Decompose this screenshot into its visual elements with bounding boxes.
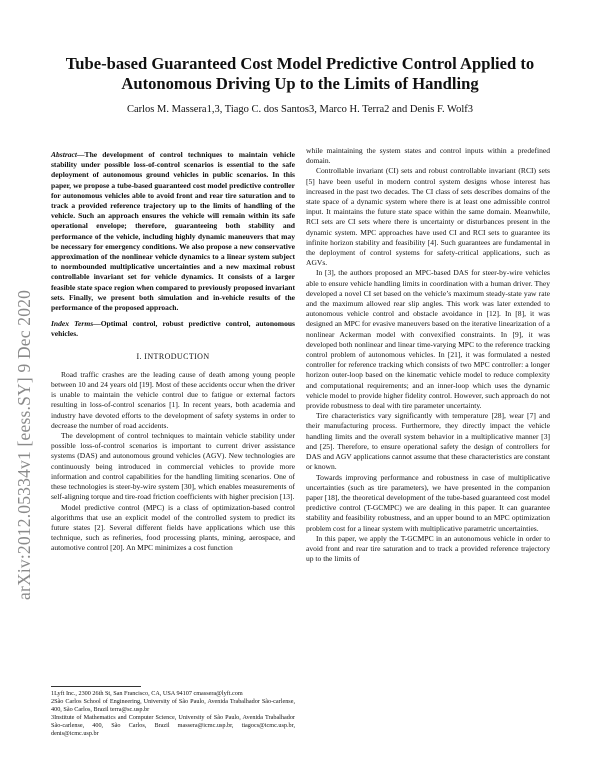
left-column — [51, 150, 295, 554]
paper-title: Tube-based Guaranteed Cost Model Predictive Control Applied to Autonomous Driving Up to the Limits of Handling — [65, 54, 535, 93]
abstract — [51, 150, 295, 313]
footnote-3: 3Institute of Mathematics and Computer Science, University of São Paulo, Avenida Trabalhador São-carlense, 400, São Carlos, Brazil massera@icmc.usp.br, tiagocs@icmc.usp.br, denis@icmc.usp.br — [51, 714, 295, 738]
author-line: Carlos M. Massera1,3, Tiago C. dos Santos3, Marco H. Terra2 and Denis F. Wolf3 — [126, 104, 473, 115]
abstract-text: —The development of control techniques to maintain vehicle stability under possible loss-of-control scenarios is essential to the safe deployment of autonomous ground vehicles in public scenarios. In this paper, we propose a tube-based guaranteed cost model predictive controller for autonomous vehicles able to avoid front and rear tire saturation and to track a provided reference trajectory up to the limits of handling of the vehicle. Such an approach ensures the vehicle will remain within its safe operational envelope; therefore, guaranteeing both stability and performance of the vehicle, including highly dynamic maneuvers that may be necessary for emergency conditions. We also propose a new conservative approximation of the nonlinear vehicle dynamics to a linear system subject to normbounded multiplicative uncertainties and a new maximal robust controllable invariant set for vehicle dynamics. It consists of a larger feasible state space region when compared to previously proposed invariant sets. Finally, we present both simulation and in-vehicle results of the performance of the proposed approach. — [51, 150, 295, 313]
abstract-label: Abstract — [51, 150, 77, 159]
body-paragraph: Controllable invariant (CI) sets and robust controllable invariant (RCI) sets [5] have been useful in modern control system designs whose interest has increased in the past two decades. The CI class of sets describes domains of the state space of a dynamic system where there is at least one admissible control input. It maintains the future state space within the same domain. Meanwhile, RCI sets are CI sets where there is uncertainty or disturbances present in the dynamic system. MPC approaches have used CI and RCI sets to guarantee its infinite horizon stability and feasibility [4]. Such guarantees are fundamental in the deployment of control systems for safety-critical applications, such as AGVs. — [306, 166, 550, 268]
body-paragraph: Tire characteristics vary significantly with temperature [28], wear [7] and their manufacturing process. Furthermore, they directly impact the vehicle handling limits and the overall system behavior in a multiplicative manner [3] and [25]. Therefore, to ensure operational safety the design of controllers for DAS and AGV applications cannot assume that these characteristics are constant or known. — [306, 411, 550, 472]
footnote-2: 2São Carlos School of Engineering, University of São Paulo, Avenida Trabalhador São-carlense, 400, São Carlos, Brazil terra@sc.usp.br — [51, 698, 295, 714]
body-paragraph: Model predictive control (MPC) is a class of optimization-based control algorithms that use an explicit model of the controlled system to predict its future states [2]. Several different fields have applications which use this technique, such as refineries, food processing plants, mining, aerospace, and automotive control [20]. An MPC minimizes a cost function — [51, 502, 295, 553]
body-paragraph: The development of control techniques to maintain vehicle stability under possible loss-of-control scenarios is important to current driver assistance systems (DAS) and autonomous ground vehicles (AGV). New technologies are continuously being introduced in commercial vehicles to provide more information and control capabilities for the handling limiting scenarios. One of these technologies is steer-by-wire system [30], which enables measurements of self-aligning torque and tire-road friction coefficients with higher precision [13]. — [51, 431, 295, 502]
right-column — [306, 146, 550, 564]
body-paragraph: Road traffic crashes are the leading cause of death among young people between 10 and 24 years old [19]. Most of these accidents occur when the driver is unable to maintain the vehicle control due to fatigue or external factors resulting in loss-of-control scenarios [1]. In recent years, both academia and industry have devoted efforts to the development of safety systems in order to decrease the number of road accidents. — [51, 369, 295, 430]
body-paragraph: while maintaining the system states and control inputs within a predefined domain. — [306, 146, 550, 166]
body-paragraph: In [3], the authors proposed an MPC-based DAS for steer-by-wire vehicles able to ensure vehicle handling limits in coordination with a human driver. They developed a novel CI set based on the vehicle’s maximum steady-state yaw rate and the maximum allowed rear slip angles. This work was later extended to autonomous vehicle control and obstacle avoidance in [12]. In [8], it was designed an MPC for evasive maneuvers based on the iterative linearization of a nonlinear Ackerman model with convexified constraints. In [9], it was developed both nonlinear and linear time-varying MPC to the reference tracking control problem of autonomous vehicles. In [21], it was formulated a nested controller for reference tracking which consists of two MPC controller: a longer horizon outer-loop based on the kinematic vehicle model to reduce complexity and computational requirements; and an inner-loop which uses the dynamic vehicle model to provide higher fidelity control. However, such approach do not provide robustness to deal with tire parameter uncertainty. — [306, 268, 550, 411]
index-terms-label: Index Terms — [51, 319, 94, 329]
footnote-1: 1Lyft Inc., 2300 26th St, San Francisco, CA, USA 94107 cmassera@lyft.com — [51, 690, 243, 697]
section-heading: I. INTRODUCTION — [136, 351, 210, 361]
arxiv-stamp: arXiv:2012.05334v1 [eess.SY] 9 Dec 2020 — [14, 289, 34, 600]
footnote-rule — [51, 686, 141, 687]
index-terms — [51, 319, 295, 339]
body-paragraph: In this paper, we apply the T-GCMPC in an autonomous vehicle in order to avoid front and rear tire saturation and to track a provided reference trajectory up to the limits of — [306, 533, 550, 564]
index-terms-text: —Optimal control, robust predictive control, autonomous vehicles. — [51, 319, 295, 339]
body-paragraph: Towards improving performance and robustness in case of multiplicative uncertainties (such as tire parameters), we have presented in the companion paper [18], the theoretical development of the tube-based guaranteed cost model predictive control (T-GCMPC) we are dealing in this paper. It can guarantee stability and feasibility robustness, and an upper bound to an MPC optimization problem cost for a linear system with multiplicative parametric uncertainties. — [306, 472, 550, 533]
footnotes — [51, 686, 295, 739]
